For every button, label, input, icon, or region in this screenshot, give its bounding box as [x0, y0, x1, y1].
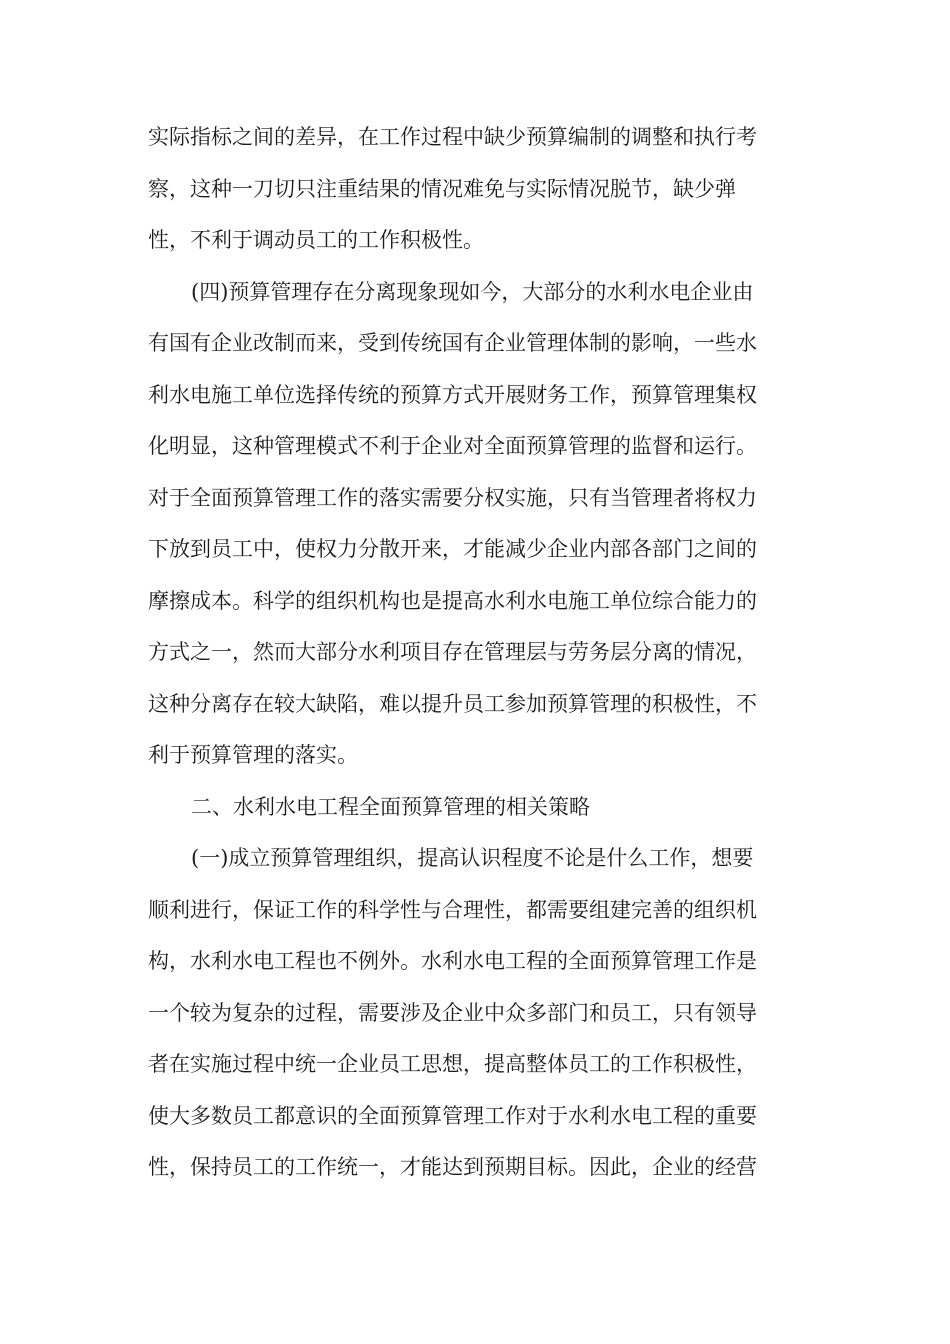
text-line-12: 这种分离存在较大缺陷，难以提升员工参加预算管理的积极性，不	[148, 691, 757, 716]
text-line-11: 方式之一，然而大部分水利项目存在管理层与劳务层分离的情况，	[148, 640, 757, 664]
text-line-7: 化明显，这种管理模式不利于企业对全面预算管理的监督和运行。	[148, 434, 757, 458]
text-line-17: 构，水利水电工程也不例外。水利水电工程的全面预算管理工作是	[148, 949, 757, 973]
text-line-5: 有国有企业改制而来，受到传统国有企业管理体制的影响，一些水	[148, 331, 757, 355]
text-line-15: (一)成立预算管理组织，提高认识程度不论是什么工作，想要	[191, 846, 754, 870]
text-line-13: 利于预算管理的落实。	[148, 743, 358, 767]
text-line-6: 利水电施工单位选择传统的预算方式开展财务工作，预算管理集权	[148, 382, 757, 407]
text-line-20: 使大多数员工都意识的全面预算管理工作对于水利水电工程的重要	[148, 1103, 757, 1128]
text-line-2: 察，这种一刀切只注重结果的情况难免与实际情况脱节，缺少弹	[148, 176, 736, 201]
text-line-19: 者在实施过程中统一企业员工思想，提高整体员工的工作积极性，	[148, 1052, 757, 1076]
text-line-16: 顺利进行，保证工作的科学性与合理性，都需要组建完善的组织机	[148, 897, 757, 922]
text-line-1: 实际指标之间的差异，在工作过程中缺少预算编制的调整和执行考	[148, 125, 757, 149]
text-line-10: 摩擦成本。科学的组织机构也是提高水利水电施工单位综合能力的	[148, 588, 757, 613]
section-heading: 二、水利水电工程全面预算管理的相关策略	[191, 794, 590, 819]
text-line-4: (四)预算管理存在分离现象现如今，大部分的水利水电企业由	[191, 279, 754, 304]
text-line-18: 一个较为复杂的过程，需要涉及企业中众多部门和员工，只有领导	[148, 1000, 757, 1025]
text-line-21: 性，保持员工的工作统一，才能达到预期目标。因此，企业的经营	[148, 1155, 757, 1179]
text-line-9: 下放到员工中，使权力分散开来，才能减少企业内部各部门之间的	[148, 537, 757, 561]
text-line-3: 性，不利于调动员工的工作积极性。	[148, 228, 484, 252]
document-body	[148, 112, 808, 1194]
text-line-8: 对于全面预算管理工作的落实需要分权实施，只有当管理者将权力	[148, 485, 757, 510]
